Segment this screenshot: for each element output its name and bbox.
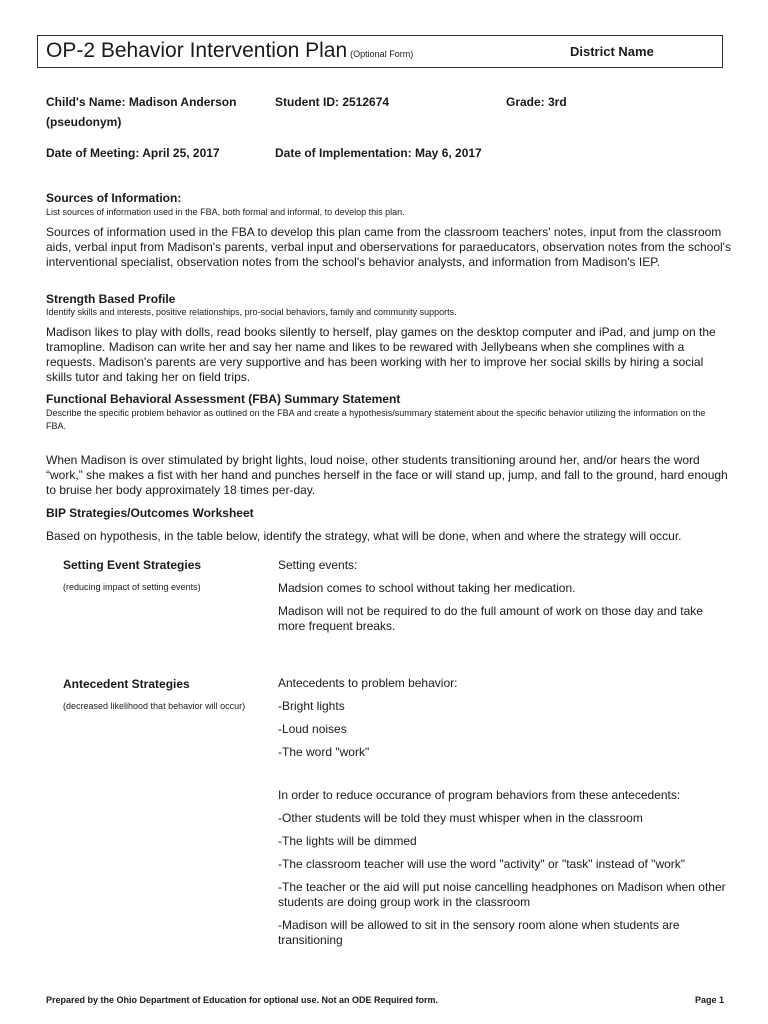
- antecedent-item: In order to reduce occurance of program behaviors from these antecedents:: [278, 788, 681, 802]
- title-box: [37, 35, 723, 68]
- strength-heading: Strength Based Profile: [46, 292, 176, 306]
- antecedent-item: -The teacher or the aid will put noise cancelling headphones on Madison when other students are doing group work in the classroom: [278, 880, 726, 909]
- antecedent-item: -The classroom teacher will use the word "activity" or "task" instead of "work": [278, 857, 686, 871]
- fba-text: When Madison is over stimulated by bright lights, loud noise, other students transitioning around her, and/or hears the word “work,” she makes a fist with her hand and punches herself in the face or will stand up, jump, and fall to the ground, hard enough to bruise her body approximately 18 times per-day.: [46, 453, 728, 497]
- setting-item: Setting events:: [278, 558, 358, 572]
- bip-text: Based on hypothesis, in the table below, identify the strategy, what will be done, when and where the strategy will occur.: [46, 529, 682, 543]
- setting-heading: Setting Event Strategies: [63, 558, 202, 572]
- strength-instruction: Identify skills and interests, positive relationships, pro-social behaviors, family and community supports.: [46, 307, 457, 317]
- antecedent-item: -Loud noises: [278, 722, 347, 736]
- pseudonym-note: (pseudonym): [46, 115, 122, 129]
- document-title: [46, 39, 413, 63]
- sources-instruction: List sources of information used in the FBA, both formal and informal, to develop this plan.: [46, 207, 405, 217]
- bip-heading: BIP Strategies/Outcomes Worksheet: [46, 506, 254, 520]
- grade: Grade: 3rd: [506, 95, 567, 109]
- setting-sub: (reducing impact of setting events): [63, 582, 201, 592]
- fba-heading: Functional Behavioral Assessment (FBA) Summary Statement: [46, 392, 401, 406]
- antecedent-item: -Other students will be told they must whisper when in the classroom: [278, 811, 643, 825]
- sources-heading: Sources of Information:: [46, 191, 182, 205]
- strength-text: Madison likes to play with dolls, read books silently to herself, play games on the desktop computer and iPad, and jump on the tramopline. Madison can write her and say her name and likes to be rewared with Jellybeans when she complines with a requests. Madison's parents are very supportive and has been working with her to improve her social skills by hiring a social skills tutor and taking her on field trips.: [46, 325, 716, 384]
- student-id: Student ID: 2512674: [275, 95, 390, 109]
- setting-item: Madison will not be required to do the full amount of work on those day and take more frequent breaks.: [278, 604, 703, 633]
- title-text: OP-2 Behavior Intervention Plan: [46, 39, 348, 62]
- optional-form-note: (Optional Form): [350, 49, 414, 59]
- antecedent-item: -The lights will be dimmed: [278, 834, 417, 848]
- antecedent-item: -Bright lights: [278, 699, 345, 713]
- setting-item: Madsion comes to school without taking her medication.: [278, 581, 576, 595]
- antecedent-item: -Madison will be allowed to sit in the sensory room alone when students are transitioning: [278, 918, 680, 947]
- meeting-date: Date of Meeting: April 25, 2017: [46, 146, 220, 160]
- sources-text: Sources of information used in the FBA to develop this plan came from the classroom teachers' notes, input from the classroom aids, verbal input from Madison's parents, verbal input and oberservations for paraeducators, observation notes from the school's interventional specialist, observation notes from the school's behavior analysts, and information from Madison's IEP.: [46, 225, 731, 269]
- fba-instruction: Describe the specific problem behavior as outlined on the FBA and create a hypothesis/summary statement about the specific behavior utilizing the information on the FBA.: [46, 408, 706, 431]
- child-name: Child's Name: Madison Anderson: [46, 95, 237, 109]
- antecedent-heading: Antecedent Strategies: [63, 677, 190, 691]
- district-name: District Name: [570, 44, 654, 59]
- antecedent-item: Antecedents to problem behavior:: [278, 676, 458, 690]
- antecedent-item: -The word "work": [278, 745, 370, 759]
- setting-column: [278, 558, 728, 642]
- antecedent-column: [278, 676, 728, 956]
- footer-note: Prepared by the Ohio Department of Education for optional use. Not an ODE Required form.: [46, 995, 439, 1005]
- antecedent-sub: (decreased likelihood that behavior will occur): [63, 701, 246, 711]
- page-number: Page 1: [695, 995, 725, 1005]
- implementation-date: Date of Implementation: May 6, 2017: [275, 146, 482, 160]
